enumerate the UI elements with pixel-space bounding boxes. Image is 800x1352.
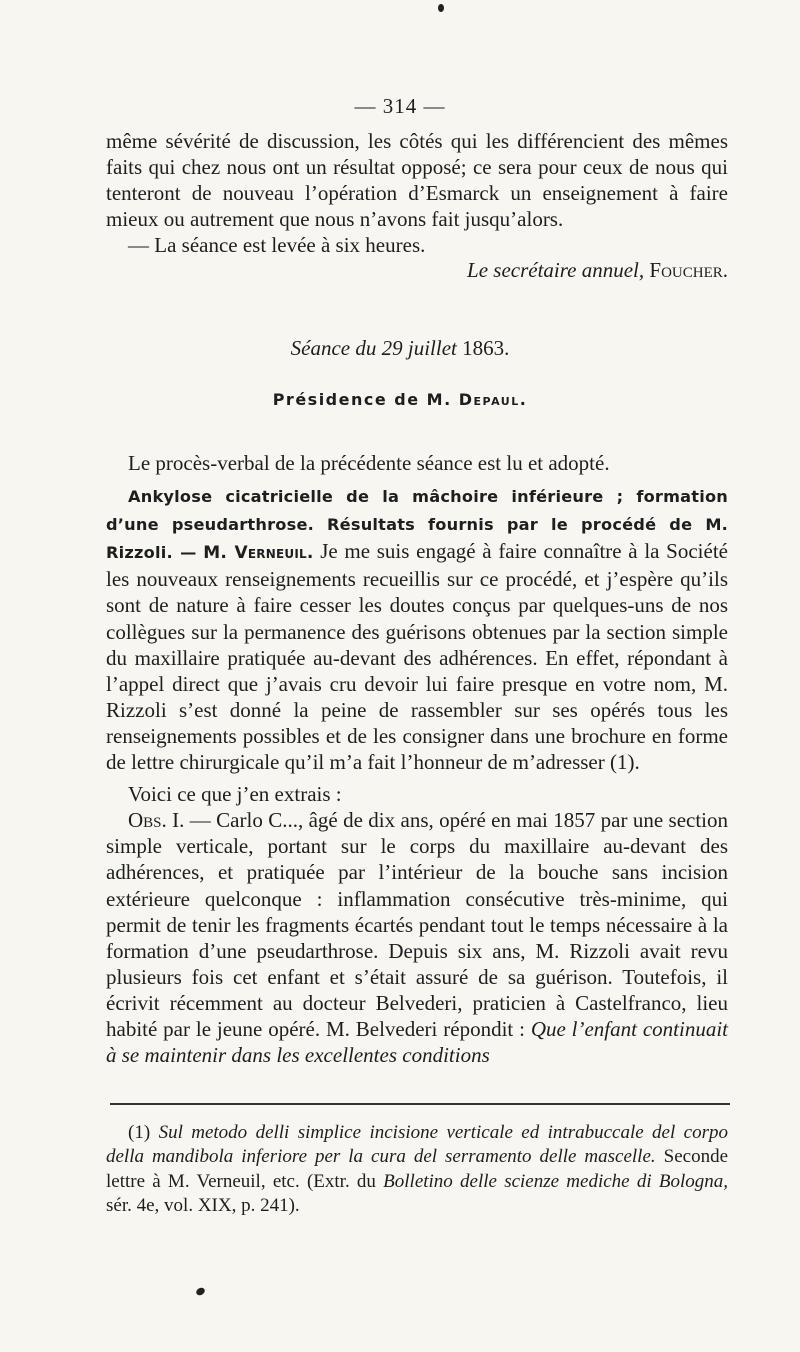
speech-paragraph [106,482,728,775]
extract-intro: Voici ce que j’en extrais : [128,782,342,807]
observation-text: — Carlo C..., âgé de dix ans, opéré en mai 1857 par une section simple verticale, portant sur le corps du maxillaire au-devant des adhérences, et pratiquée par l’intérieur de la bouche sans incision extérieure quelconque : inflammation consécutive très-minime, qui permit de tenir les fragments écartés pendant tout le temps nécessaire à la formation d’une pseudarthrose. Depuis six ans, M. Rizzoli avait revu plusieurs fois cet enfant et s’était assuré de sa guérison. Toutefois, il écrivit récemment au docteur Belvederi, praticien à Castelfranco, lieu habité par le jeune opéré. M. Belvederi répondit : [106,808,729,1041]
main-section [106,450,728,1068]
footnote-divider [110,1103,730,1105]
footnote-text-a: Seconde lettre à M. Verneuil, etc. (Extr. du [106,1146,729,1192]
signature-role: Le secrétaire annuel, [467,258,645,282]
ink-speck [195,1286,206,1297]
observation-quote: Que l’enfant continuait à se maintenir dans les excellentes conditions [106,1016,729,1068]
footnote-title: Sul metodo delli simplice incisione verticale ed intrabuccale del corpo della mandibola inferiore per la cura del serramento delle mascelle. [106,1122,728,1168]
footnote-text-b: sér. 4e, vol. XIX, p. 241). [106,1194,300,1216]
opening-section [106,128,728,258]
topic-heading: Ankylose cicatricielle de la mâchoire inférieure ; formation d’une pseudarthrose. Résultats fournis par le procédé de M. Rizzoli. — [106,487,728,563]
session-title-text: Séance du 29 juillet [290,336,457,360]
minutes-line: Le procès-verbal de la précédente séance est lu et adopté. [128,451,610,475]
page-number: — 314 — [354,94,446,118]
footnote [106,1121,728,1218]
session-year: 1863. [462,336,510,360]
session-title [0,336,800,361]
closing-line: — La séance est levée à six heures. [128,233,426,258]
speaker-name: M. Verneuil. [203,543,314,564]
speech-text: Je me suis engagé à faire connaître à la Société les nouveaux renseignements recueillis sur ce procédé, et j’espère qu’ils sont de nature à faire cesser les doutes conçus par quelques-uns de nos collègues sur la permanence des guérisons obtenues par la section simple du maxillaire pratiquée au-devant des adhérences. En effet, répondant à l’appel direct que j’avais cru devoir lui faire presque en votre nom, M. Rizzoli s’est donné la peine de rassembler sur ses opérés tous les renseignements possibles et de les consigner dans une brochure en forme de lettre chirurgicale qu’il m’a fait l’honneur de m’adresser (1). [106,539,728,775]
ink-speck [438,4,444,12]
footnote-marker: (1) [128,1122,151,1143]
observation-label: Obs. I. [128,808,185,833]
signature [467,258,728,283]
observation-paragraph [106,807,728,1068]
presidency-name: Depaul. [458,390,528,409]
presidency-prefix: Présidence de M. [272,390,452,409]
presidency-line [0,390,800,409]
opening-paragraph: même sévérité de discussion, les côtés qui les différencient des mêmes faits qui chez nous ont un résultat opposé; ce sera pour ceux de nous qui tenteront de nouveau l’opération d’Esmarck un enseignement à faire mieux ou autrement que nous n’avons fait jusqu’alors. [106,129,728,232]
signature-name: Foucher. [649,258,728,282]
footnote-journal: Bolletino delle scienze mediche di Bologna, [383,1170,728,1192]
